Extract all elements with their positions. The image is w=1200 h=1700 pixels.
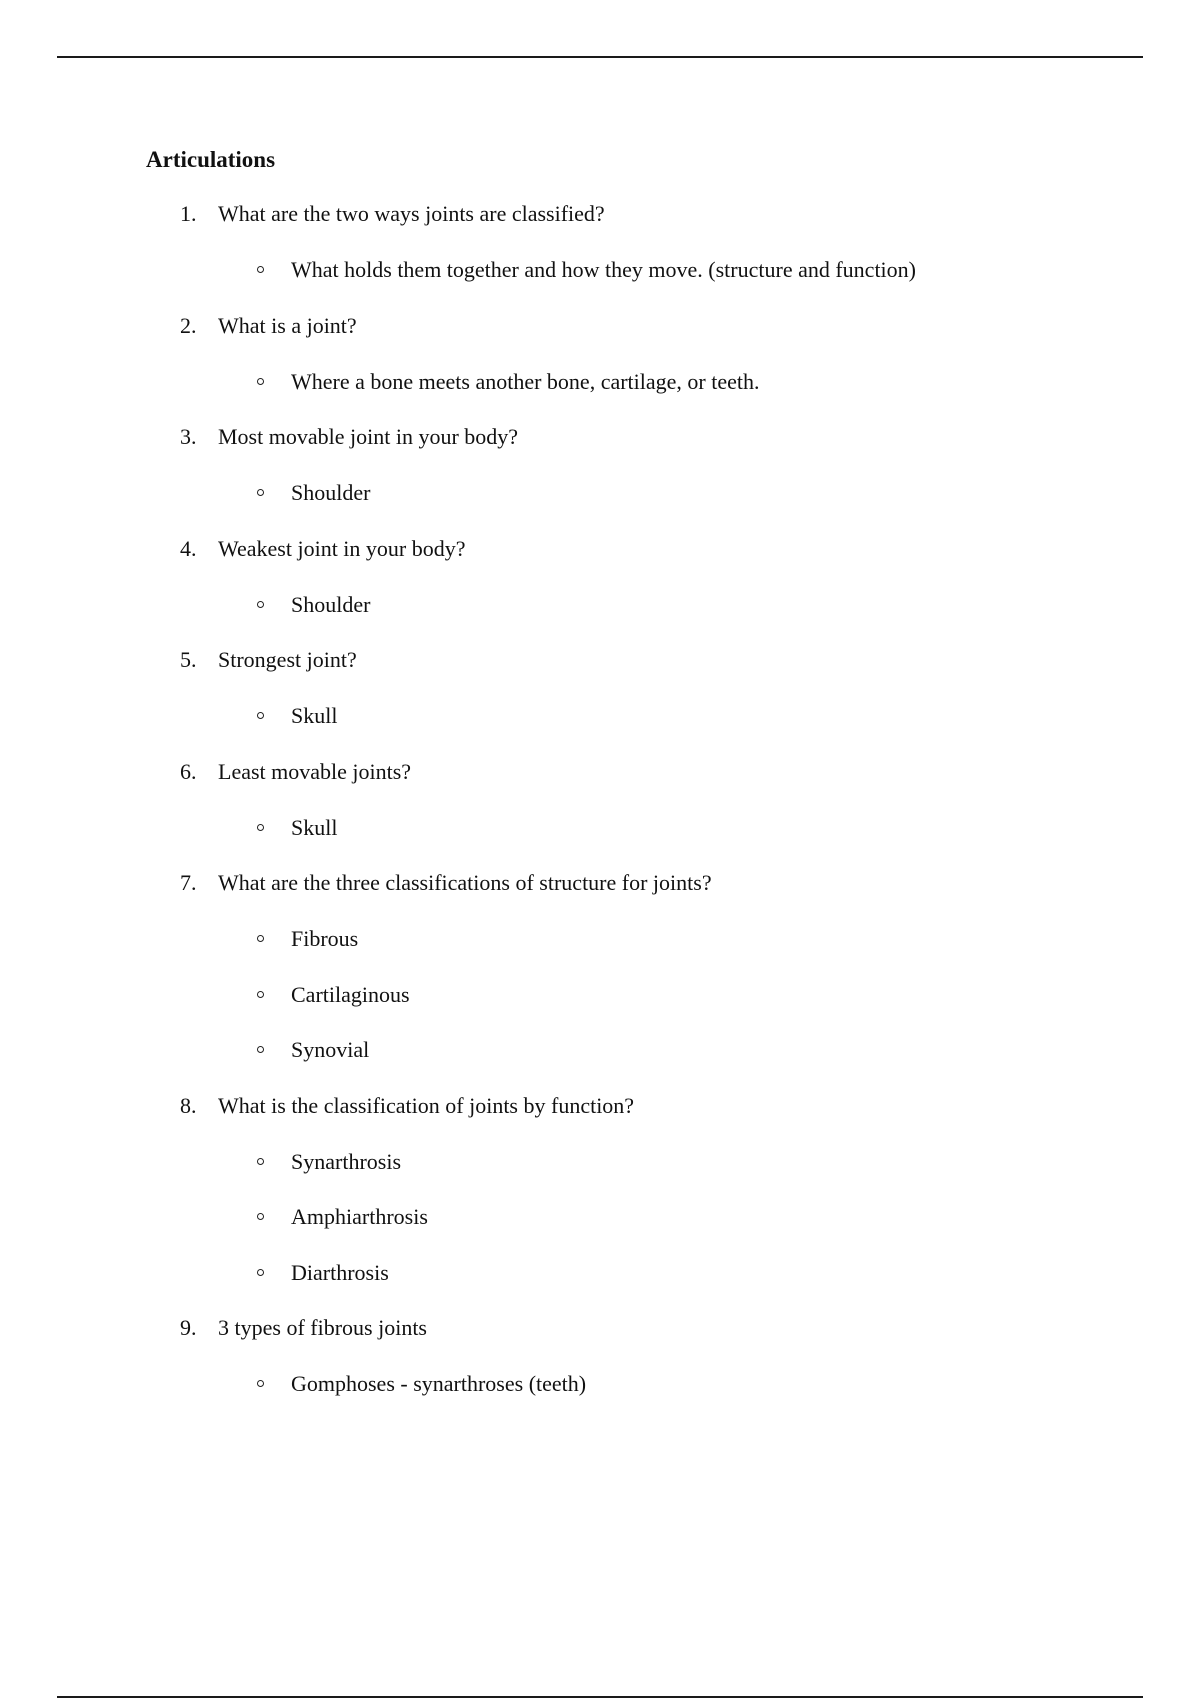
- document-title: Articulations: [146, 147, 276, 172]
- question-number: 5.: [180, 647, 197, 672]
- answer-item: [0, 702, 1200, 758]
- answer-text: Skull: [291, 703, 338, 728]
- answer-text: Amphiarthrosis: [291, 1204, 428, 1229]
- question-row: [0, 1092, 1200, 1148]
- answer-text: Skull: [291, 814, 338, 840]
- hollow-circle-bullet-icon: [257, 991, 264, 998]
- question-text: Least movable joints?: [218, 758, 412, 784]
- question-item: [0, 200, 1200, 312]
- question-number: 9.: [180, 1315, 197, 1340]
- question-text: Strongest joint?: [218, 647, 357, 672]
- question-row: [0, 1314, 1200, 1370]
- question-text: 3 types of fibrous joints: [218, 1315, 427, 1340]
- question-item: [0, 1092, 1200, 1315]
- question-item: [0, 1314, 1200, 1426]
- question-list: [0, 200, 1200, 1426]
- answer-item: [0, 1036, 1200, 1092]
- hollow-circle-bullet-icon: [257, 1380, 264, 1387]
- answer-text: Gomphoses - synarthroses (teeth): [291, 1371, 587, 1396]
- answer-text: Where a bone meets another bone, cartilage, or teeth.: [291, 368, 760, 394]
- question-item: [0, 423, 1200, 535]
- header-rule: [57, 56, 1143, 58]
- hollow-circle-bullet-icon: [257, 1046, 264, 1053]
- question-item: [0, 535, 1200, 647]
- hollow-circle-bullet-icon: [257, 601, 264, 608]
- question-item: [0, 869, 1200, 1092]
- answer-text: Diarthrosis: [291, 1259, 389, 1285]
- answer-item: [0, 479, 1200, 535]
- hollow-circle-bullet-icon: [257, 1158, 264, 1165]
- answer-item: [0, 925, 1200, 981]
- answer-item: [0, 368, 1200, 424]
- question-text: Most movable joint in your body?: [218, 424, 519, 449]
- answer-list: [0, 814, 1200, 870]
- answer-item: [0, 1259, 1200, 1315]
- footer-rule: [57, 1696, 1143, 1698]
- question-row: [0, 312, 1200, 368]
- question-number: 1.: [180, 201, 197, 226]
- answer-item: [0, 256, 1200, 312]
- answer-text: Synarthrosis: [291, 1148, 401, 1174]
- answer-list: [0, 591, 1200, 647]
- hollow-circle-bullet-icon: [257, 266, 264, 273]
- answer-list: [0, 479, 1200, 535]
- hollow-circle-bullet-icon: [257, 378, 264, 385]
- answer-text: Shoulder: [291, 480, 371, 505]
- question-number: 3.: [180, 424, 197, 449]
- question-text: What is a joint?: [218, 312, 357, 338]
- hollow-circle-bullet-icon: [257, 1269, 264, 1276]
- hollow-circle-bullet-icon: [257, 1213, 264, 1220]
- question-number: 8.: [180, 1092, 197, 1118]
- question-number: 7.: [180, 870, 197, 895]
- answer-text: What holds them together and how they move. (structure and function): [291, 257, 916, 282]
- hollow-circle-bullet-icon: [257, 935, 264, 942]
- answer-item: [0, 591, 1200, 647]
- question-number: 2.: [180, 312, 197, 338]
- answer-text: Shoulder: [291, 591, 371, 617]
- answer-item: [0, 981, 1200, 1037]
- question-row: [0, 423, 1200, 479]
- question-number: 6.: [180, 758, 197, 784]
- hollow-circle-bullet-icon: [257, 712, 264, 719]
- question-number: 4.: [180, 535, 197, 561]
- question-text: What are the two ways joints are classified?: [218, 201, 605, 226]
- answer-list: [0, 368, 1200, 424]
- answer-item: [0, 1148, 1200, 1204]
- answer-item: [0, 1370, 1200, 1426]
- answer-list: [0, 256, 1200, 312]
- question-text: Weakest joint in your body?: [218, 535, 466, 561]
- question-row: [0, 869, 1200, 925]
- answer-text: Fibrous: [291, 926, 359, 951]
- hollow-circle-bullet-icon: [257, 824, 264, 831]
- question-text: What is the classification of joints by function?: [218, 1092, 635, 1118]
- question-text: What are the three classifications of structure for joints?: [218, 870, 712, 895]
- question-row: [0, 200, 1200, 256]
- question-row: [0, 646, 1200, 702]
- answer-list: [0, 702, 1200, 758]
- question-item: [0, 646, 1200, 758]
- answer-list: [0, 1370, 1200, 1426]
- answer-list: [0, 1148, 1200, 1315]
- hollow-circle-bullet-icon: [257, 489, 264, 496]
- answer-text: Synovial: [291, 1037, 370, 1062]
- answer-item: [0, 814, 1200, 870]
- answer-text: Cartilaginous: [291, 981, 410, 1007]
- answer-list: [0, 925, 1200, 1092]
- question-item: [0, 758, 1200, 870]
- question-row: [0, 758, 1200, 814]
- question-item: [0, 312, 1200, 424]
- answer-item: [0, 1203, 1200, 1259]
- question-row: [0, 535, 1200, 591]
